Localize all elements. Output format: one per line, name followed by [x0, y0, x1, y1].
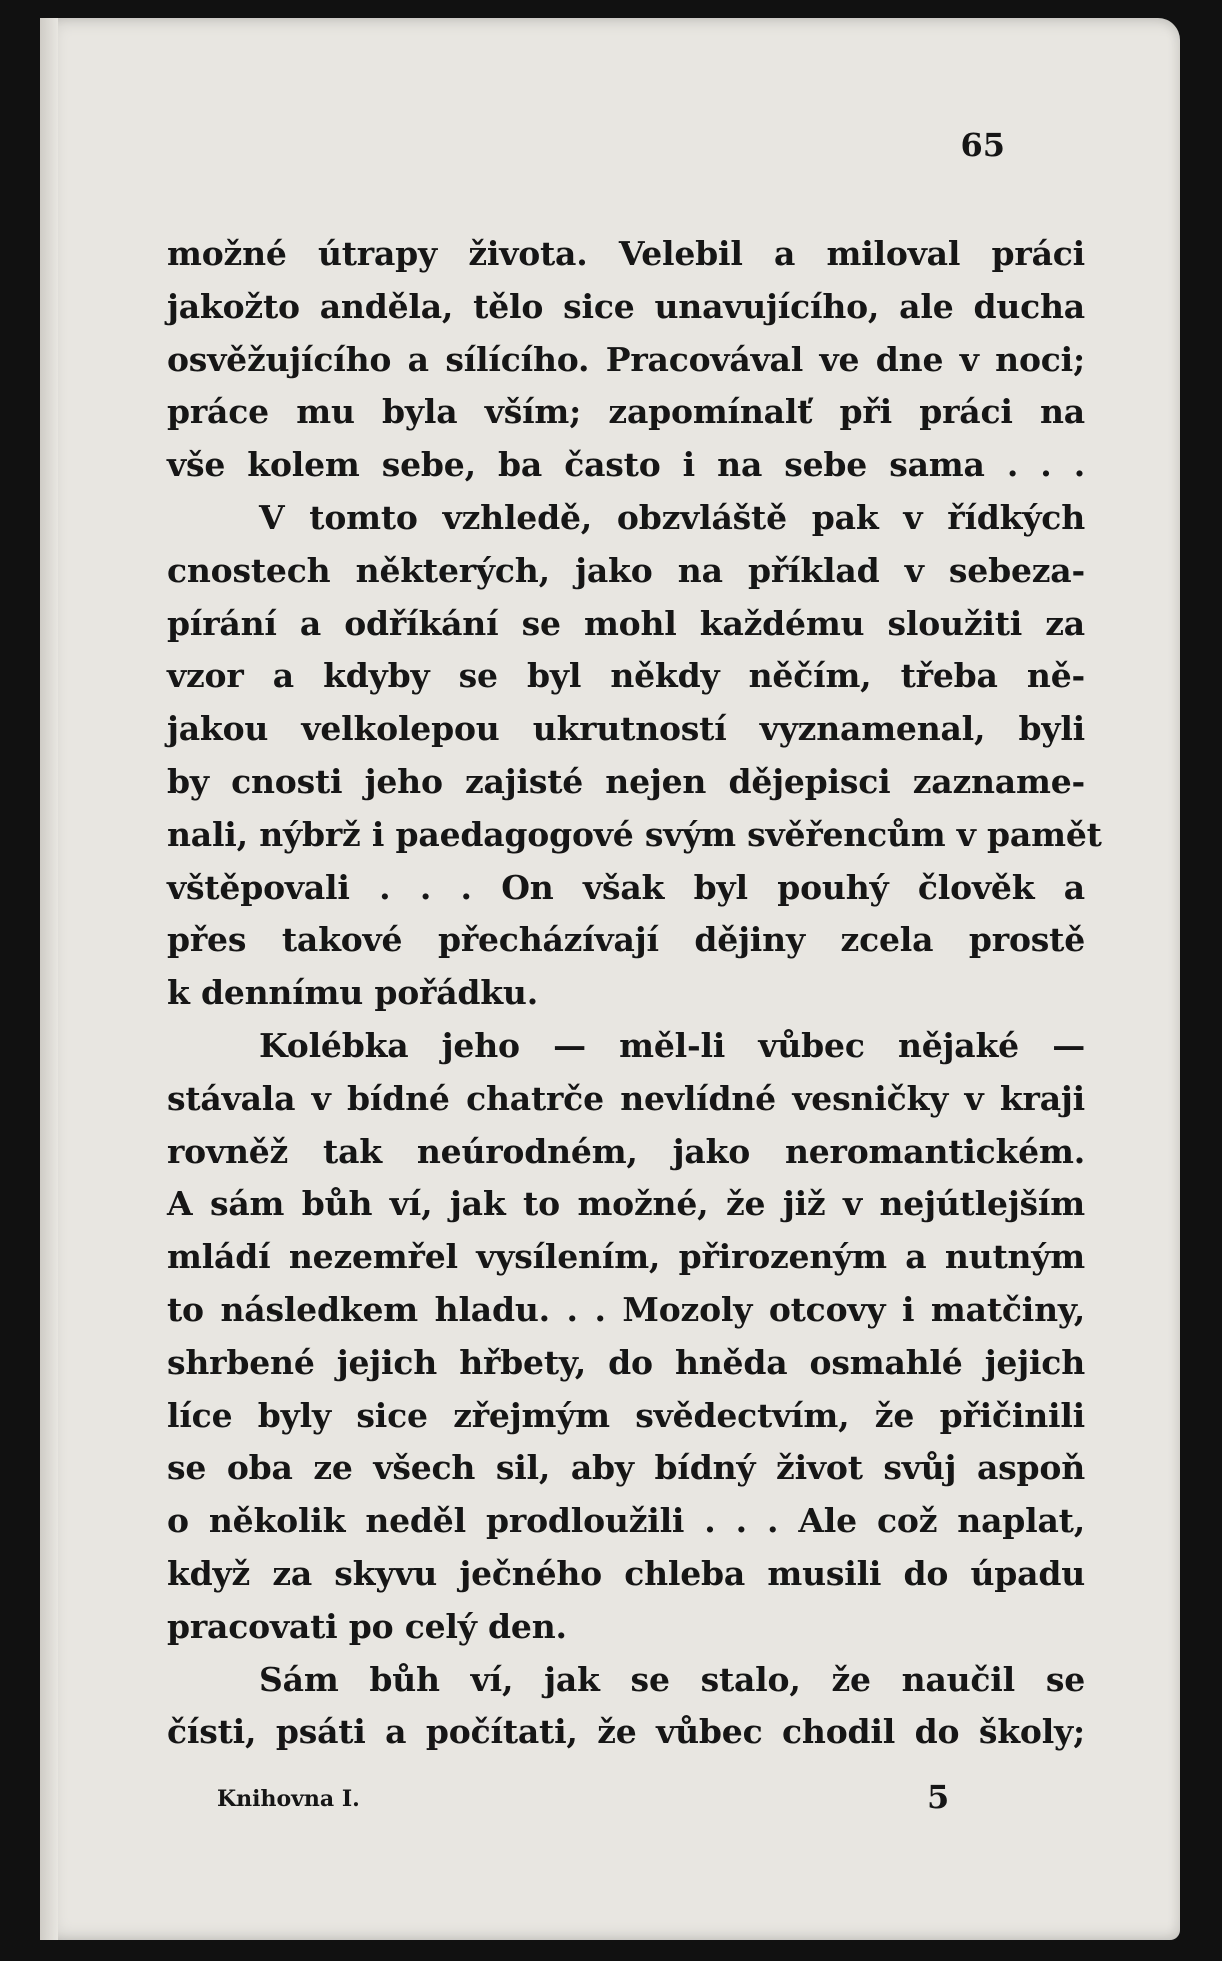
text-line: jakožto anděla, tělo sice unavujícího, ale ducha: [167, 286, 1085, 326]
text-line: Sám bůh ví, jak se stalo, že naučil se: [259, 1659, 1085, 1699]
text-line: V tomto vzhledě, obzvláště pak v řídkých: [259, 497, 1085, 537]
text-line: práce mu byla vším; zapomínalť při práci na: [167, 392, 1085, 432]
text-line: přes takové přecházívají dějiny zcela prostě: [167, 920, 1085, 960]
text-line: A sám bůh ví, jak to možné, že již v nejútlejším: [167, 1184, 1085, 1224]
page-footer: [217, 1778, 957, 1818]
text-line: osvěžujícího a sílícího. Pracovával ve dne v noci;: [167, 339, 1085, 379]
text-line: stávala v bídné chatrče nevlídné vesničky v kraji: [167, 1078, 1085, 1118]
text-line: rovněž tak neúrodném, jako neromantickém.: [167, 1131, 1085, 1171]
text-line: když za skyvu ječného chleba musili do úpadu: [167, 1553, 1085, 1593]
text-line: vštěpovali . . . On však byl pouhý člověk a: [167, 867, 1085, 907]
page-number: 65: [960, 126, 1005, 164]
signature-mark: Knihovna I.: [217, 1786, 360, 1812]
text-line: to následkem hladu. . . Mozoly otcovy i matčiny,: [167, 1289, 1085, 1329]
text-line: vše kolem sebe, ba často i na sebe sama . . .: [167, 445, 1085, 485]
text-line: se oba ze všech sil, aby bídný život svůj aspoň: [167, 1448, 1085, 1488]
text-line: vzor a kdyby se byl někdy něčím, třeba ně-: [167, 656, 1085, 696]
text-line: k dennímu pořádku.: [167, 973, 539, 1013]
text-line: o několik neděl prodloužili . . . Ale což naplat,: [167, 1501, 1085, 1541]
text-line: mládí nezemřel vysílením, přirozeným a nutným: [167, 1237, 1085, 1277]
text-line: shrbené jejich hřbety, do hněda osmahlé jejich: [167, 1342, 1085, 1382]
body-text: [167, 228, 1102, 1759]
text-line: líce byly sice zřejmým svědectvím, že přičinili: [167, 1395, 1085, 1435]
signature-number: 5: [927, 1778, 950, 1816]
text-line: čísti, psáti a počítati, že vůbec chodil do školy;: [167, 1712, 1085, 1752]
page-binding-edge: [40, 18, 58, 1940]
text-line: nali, nýbrž i paedagogové svým svěřencům v pamět: [167, 814, 1102, 854]
text-line: pírání a odříkání se mohl každému sloužiti za: [167, 603, 1085, 643]
text-line: jakou velkolepou ukrutností vyznamenal, byli: [167, 709, 1085, 749]
text-line: pracovati po celý den.: [167, 1606, 567, 1646]
book-page: [40, 18, 1180, 1940]
text-line: by cnosti jeho zajisté nejen dějepisci zazname-: [167, 761, 1085, 801]
text-line: možné útrapy života. Velebil a miloval práci: [167, 234, 1085, 273]
text-line: Kolébka jeho — měl-li vůbec nějaké —: [259, 1025, 1085, 1065]
text-line: cnostech některých, jako na příklad v sebeza-: [167, 550, 1085, 590]
